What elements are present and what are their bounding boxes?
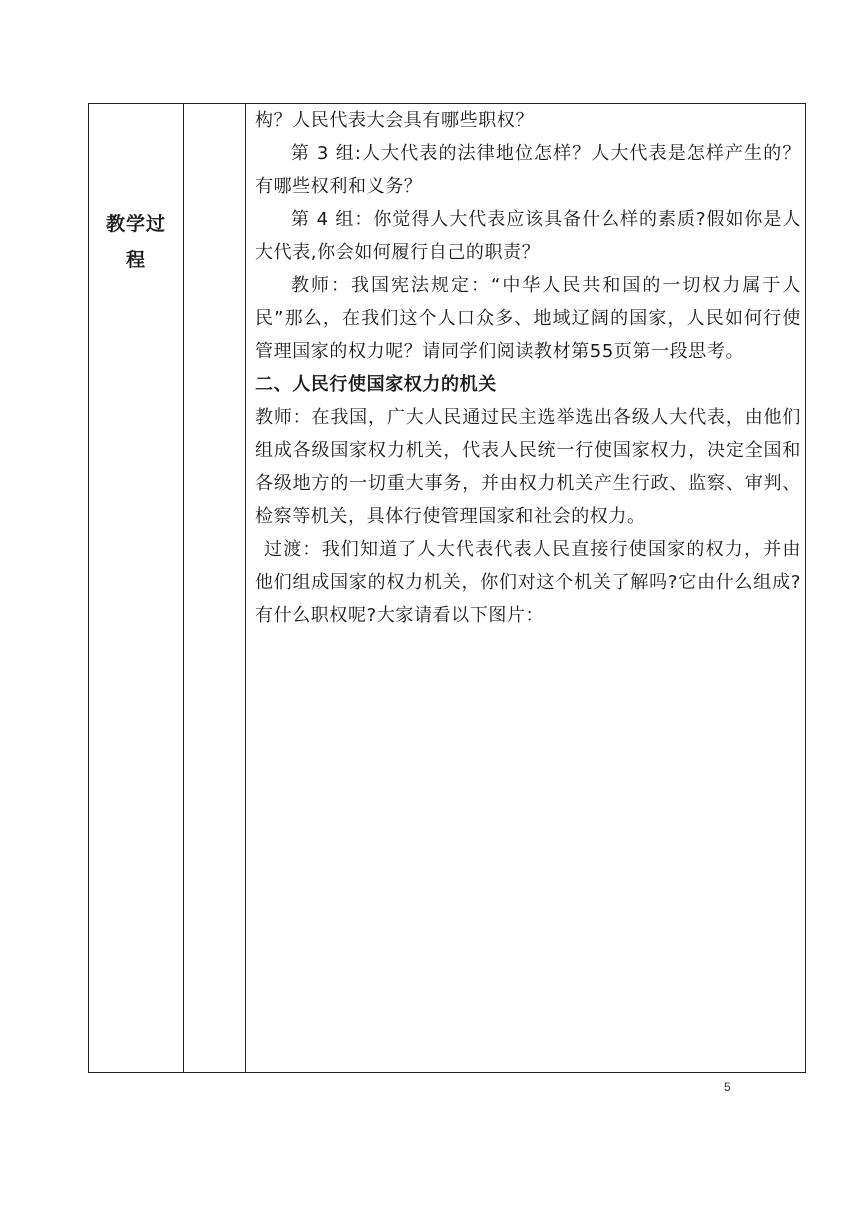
column-divider-1 (183, 104, 184, 1072)
paragraph-group-3: 第 3 组:人大代表的法律地位怎样？人大代表是怎样产生的？有哪些权利和义务？ (255, 143, 801, 197)
lesson-plan-table (88, 103, 806, 1073)
paragraph-1: 构？人民代表大会具有哪些职权？ (255, 110, 534, 131)
page-number: 5 (724, 1080, 731, 1094)
paragraph-transition: 过渡：我们知道了人大代表代表人民直接行使国家的权力，并由他们组成国家的权力机关，你们对这个机关了解吗?它由什么组成?有什么职权呢?大家请看以下图片： (255, 539, 801, 626)
paragraph-teacher-1: 教师：我国宪法规定：“中华人民共和国的一切权力属于人民”那么，在我们这个人口众多、地域辽阔的国家，人民如何行使管理国家的权力呢？请同学们阅读教材第55页第一段思考。 (255, 275, 801, 362)
section-heading: 二、人民行使国家权力的机关 (255, 374, 497, 395)
lesson-content (255, 104, 801, 632)
column-divider-2 (245, 104, 246, 1072)
section-label (89, 206, 183, 278)
section-label-line-2: 程 (125, 249, 146, 271)
paragraph-teacher-2: 教师：在我国，广大人民通过民主选举选出各级人大代表，由他们组成各级国家权力机关，代表人民统一行使国家权力，决定全国和各级地方的一切重大事务，并由权力机关产生行政、监察、审判、检察等机关，具体行使管理国家和社会的权力。 (255, 407, 801, 527)
paragraph-group-4: 第 4 组：你觉得人大代表应该具备什么样的素质?假如你是人大代表,你会如何履行自己的职责？ (255, 209, 801, 263)
section-label-line-1: 教学过 (105, 213, 166, 235)
